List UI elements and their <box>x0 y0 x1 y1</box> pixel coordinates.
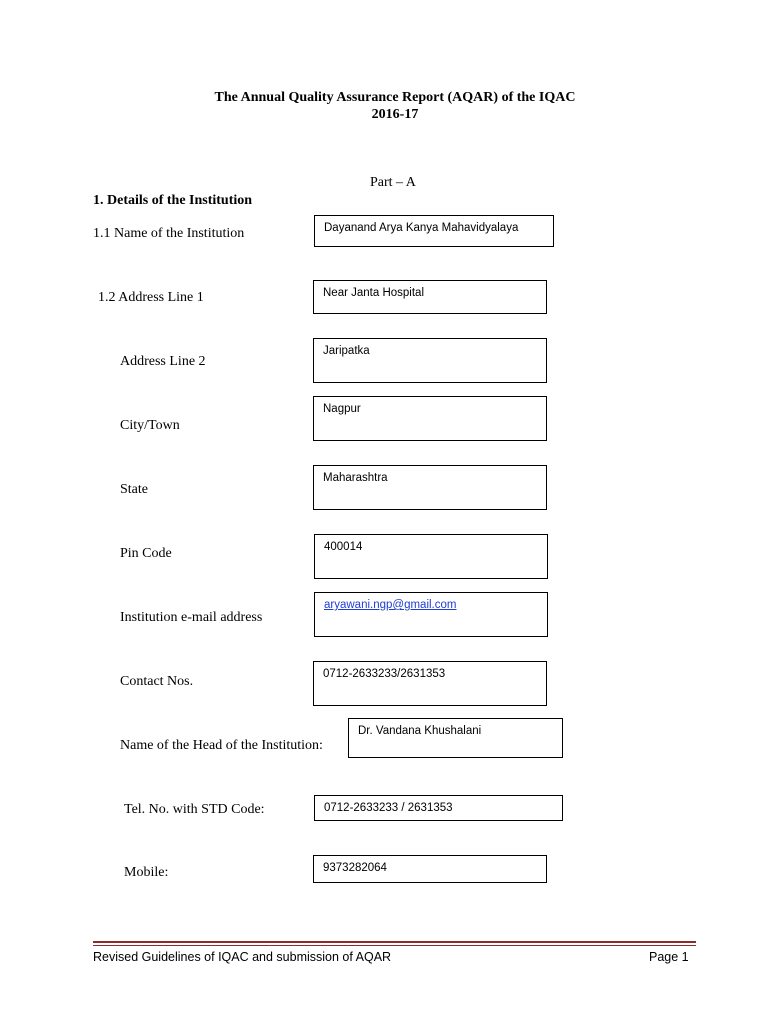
part-label: Part – A <box>370 175 416 190</box>
tel-std-label: Tel. No. with STD Code: <box>124 802 265 817</box>
pin-code-field[interactable] <box>314 534 548 579</box>
page-number: Page 1 <box>649 950 689 964</box>
report-year: 2016-17 <box>371 107 419 122</box>
head-of-institution-value: Dr. Vandana Khushalani <box>358 725 482 737</box>
section-heading: 1. Details of the Institution <box>93 193 253 208</box>
mobile-value: 9373282064 <box>323 862 387 874</box>
report-title: The Annual Quality Assurance Report (AQAR) of the IQAC <box>214 90 576 105</box>
state-label: State <box>120 482 148 497</box>
footer-rule-thick <box>93 941 696 943</box>
address-line-2-value: Jaripatka <box>323 345 370 357</box>
address-line-2-field[interactable] <box>313 338 547 383</box>
mobile-field[interactable] <box>313 855 547 883</box>
pin-code-label: Pin Code <box>120 546 172 561</box>
head-of-institution-field[interactable] <box>348 718 563 758</box>
city-label: City/Town <box>120 418 180 433</box>
state-value: Maharashtra <box>323 472 388 484</box>
address-line-2-label: Address Line 2 <box>120 354 206 369</box>
contact-field[interactable] <box>313 661 547 706</box>
pin-code-value: 400014 <box>324 541 363 553</box>
institution-name-field[interactable] <box>314 215 554 247</box>
contact-value: 0712-2633233/2631353 <box>323 668 446 680</box>
address-line-1-value: Near Janta Hospital <box>323 287 424 299</box>
city-value: Nagpur <box>323 403 361 415</box>
footer-text: Revised Guidelines of IQAC and submission of AQAR <box>93 950 392 964</box>
email-field[interactable] <box>314 592 548 637</box>
institution-name-label: 1.1 Name of the Institution <box>93 226 245 241</box>
address-line-1-label: 1.2 Address Line 1 <box>98 290 204 305</box>
tel-std-field[interactable] <box>314 795 563 821</box>
mobile-label: Mobile: <box>124 865 169 880</box>
head-of-institution-label: Name of the Head of the Institution: <box>120 738 323 753</box>
state-field[interactable] <box>313 465 547 510</box>
footer-rule-thin <box>93 945 696 946</box>
institution-name-value: Dayanand Arya Kanya Mahavidyalaya <box>324 222 519 234</box>
contact-label: Contact Nos. <box>120 674 194 689</box>
tel-std-value: 0712-2633233 / 2631353 <box>324 802 453 814</box>
address-line-1-field[interactable] <box>313 280 547 314</box>
email-label: Institution e-mail address <box>120 610 263 625</box>
email-link[interactable]: aryawani.ngp@gmail.com <box>324 599 457 611</box>
city-field[interactable] <box>313 396 547 441</box>
